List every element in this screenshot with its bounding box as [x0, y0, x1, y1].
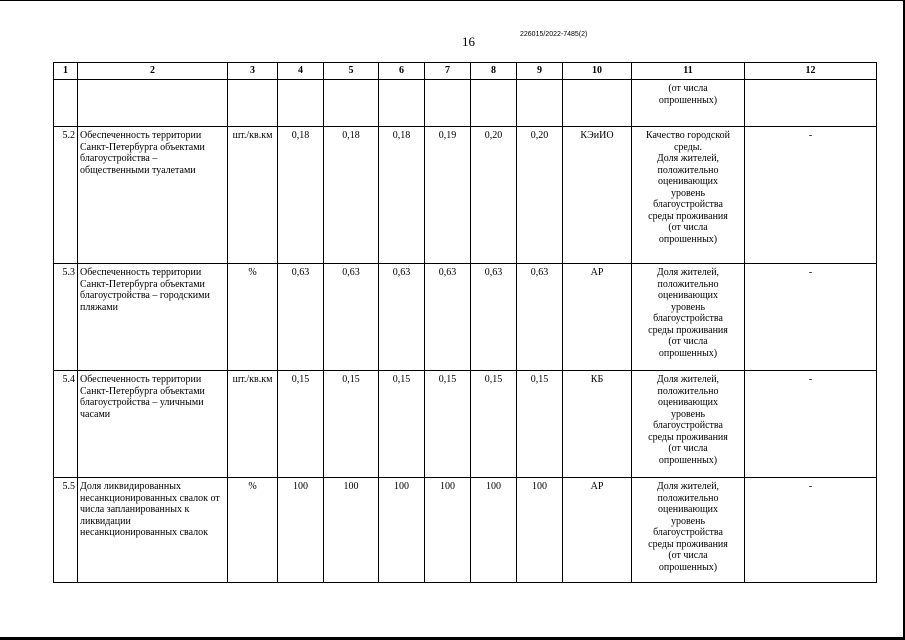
column-header: 9 — [517, 63, 563, 80]
value-cell: 100 — [278, 478, 324, 583]
table-header-row — [54, 63, 877, 80]
table-row — [54, 371, 877, 478]
value-cell: 0,19 — [425, 127, 471, 264]
value-cell: 0,18 — [324, 127, 379, 264]
value-cell: 0,15 — [379, 371, 425, 478]
value-cell: 0,18 — [278, 127, 324, 264]
column-header: 5 — [324, 63, 379, 80]
indicator-name: Доля ликвидированных несанкционированных свалок от числа запланированных к ликвидации несанкционированных свалок — [78, 478, 228, 583]
note-cell: Доля жителей, положительно оценивающих уровень благоустройства среды проживания (от числа опрошенных) — [632, 478, 745, 583]
table-row — [54, 478, 877, 583]
indicators-table — [53, 62, 877, 583]
extra-cell: - — [745, 371, 877, 478]
row-number: 5.3 — [54, 264, 78, 371]
value-cell: 0,15 — [425, 371, 471, 478]
table-row — [54, 127, 877, 264]
value-cell: 100 — [324, 478, 379, 583]
value-cell: 0,63 — [324, 264, 379, 371]
note-cell: Качество городской среды. Доля жителей, положительно оценивающих уровень благоустройства среды проживания (от числа опрошенных) — [632, 127, 745, 264]
column-header: 11 — [632, 63, 745, 80]
responsible-cell: КЭиИО — [563, 127, 632, 264]
value-cell: 100 — [471, 478, 517, 583]
column-header: 8 — [471, 63, 517, 80]
value-cell: 0,15 — [324, 371, 379, 478]
responsible-cell: АР — [563, 264, 632, 371]
responsible-cell: АР — [563, 478, 632, 583]
page-number: 16 — [462, 34, 475, 49]
value-cell: 0,63 — [278, 264, 324, 371]
value-cell: 0,20 — [471, 127, 517, 264]
column-header: 2 — [78, 63, 228, 80]
value-cell: 0,63 — [471, 264, 517, 371]
note-cell: Доля жителей, положительно оценивающих уровень благоустройства среды проживания (от числа опрошенных) — [632, 371, 745, 478]
column-header: 1 — [54, 63, 78, 80]
value-cell: 100 — [517, 478, 563, 583]
indicator-name: Обеспеченность территории Санкт-Петербурга объектами благоустройства – уличными часами — [78, 371, 228, 478]
extra-cell: - — [745, 127, 877, 264]
unit-cell: % — [228, 478, 278, 583]
table-row — [54, 264, 877, 371]
row-number: 5.5 — [54, 478, 78, 583]
responsible-cell: КБ — [563, 371, 632, 478]
value-cell: 0,63 — [425, 264, 471, 371]
value-cell: 0,15 — [278, 371, 324, 478]
row-number: 5.2 — [54, 127, 78, 264]
unit-cell: шт./кв.км — [228, 127, 278, 264]
value-cell: 100 — [425, 478, 471, 583]
column-header: 6 — [379, 63, 425, 80]
value-cell: 0,63 — [379, 264, 425, 371]
value-cell: 0,15 — [471, 371, 517, 478]
value-cell: 0,20 — [517, 127, 563, 264]
value-cell: 100 — [379, 478, 425, 583]
note-cell: Доля жителей, положительно оценивающих уровень благоустройства среды проживания (от числа опрошенных) — [632, 264, 745, 371]
unit-cell: шт./кв.км — [228, 371, 278, 478]
scan-edge-top — [0, 0, 905, 1]
column-header: 7 — [425, 63, 471, 80]
column-header: 10 — [563, 63, 632, 80]
extra-cell: - — [745, 478, 877, 583]
column-header: 4 — [278, 63, 324, 80]
document-id: 226015/2022-7485(2) — [520, 31, 588, 38]
value-cell: 0,18 — [379, 127, 425, 264]
row-number: 5.4 — [54, 371, 78, 478]
continuation-row — [54, 80, 877, 127]
value-cell: 0,15 — [517, 371, 563, 478]
column-header: 3 — [228, 63, 278, 80]
value-cell: 0,63 — [517, 264, 563, 371]
continuation-note: (от числа опрошенных) — [632, 80, 745, 127]
indicator-name: Обеспеченность территории Санкт-Петербурга объектами благоустройства – городскими пляжами — [78, 264, 228, 371]
unit-cell: % — [228, 264, 278, 371]
extra-cell: - — [745, 264, 877, 371]
indicator-name: Обеспеченность территории Санкт-Петербурга объектами благоустройства – общественными туалетами — [78, 127, 228, 264]
column-header: 12 — [745, 63, 877, 80]
